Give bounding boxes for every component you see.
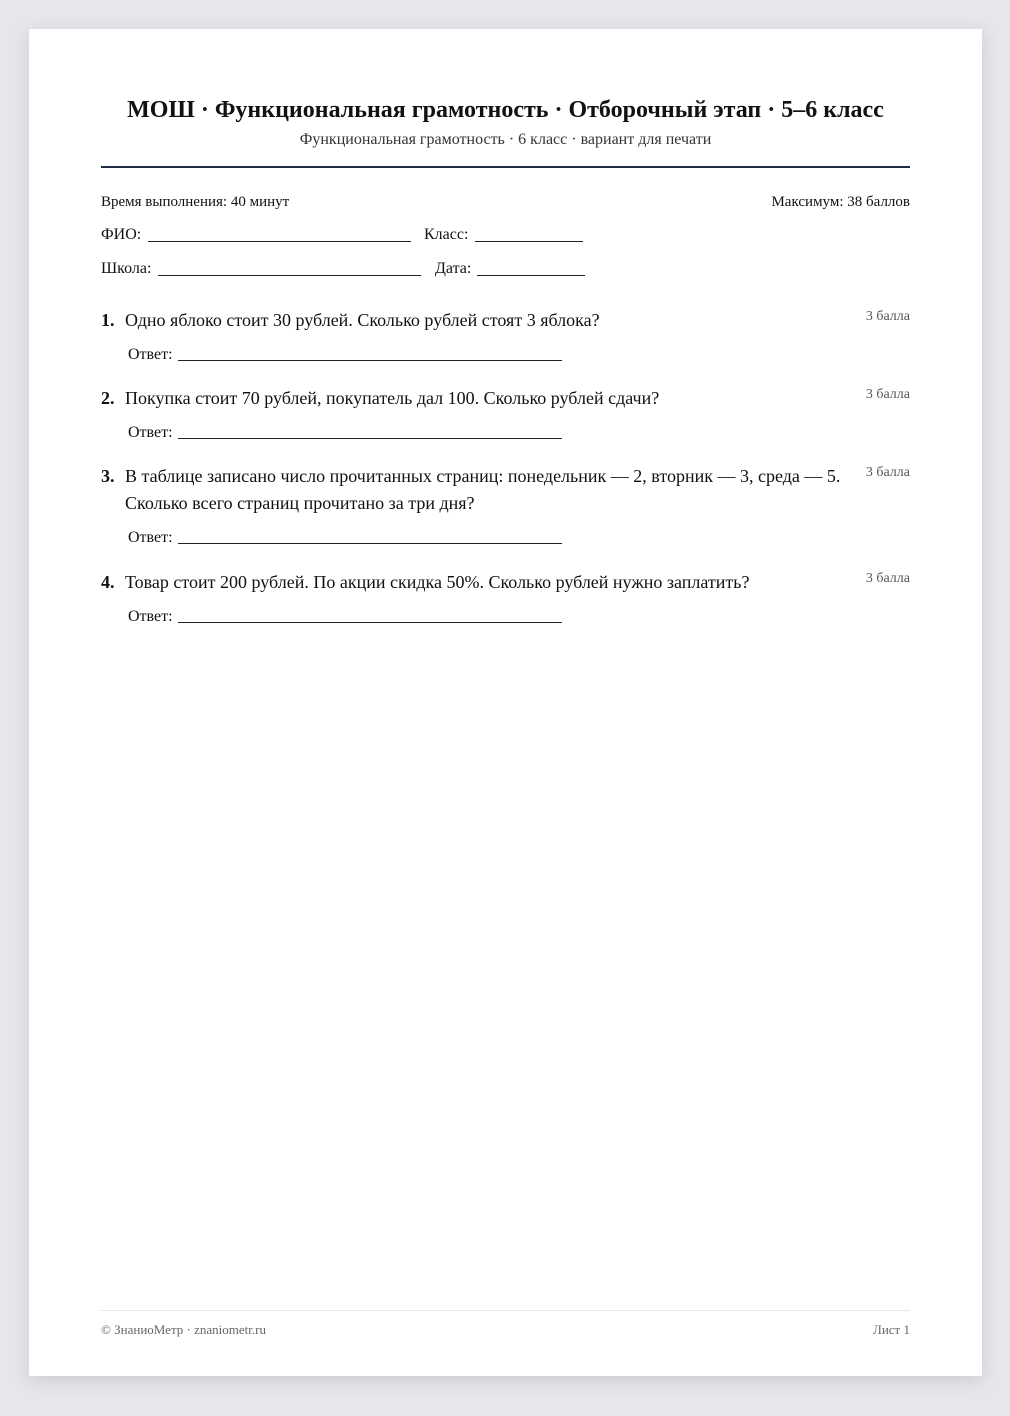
time-limit: Время выполнения: 40 минут [101, 194, 290, 210]
question-text: Одно яблоко стоит 30 рублей. Сколько рублей стоят 3 яблока? [125, 310, 600, 330]
answer-label: Ответ: [128, 608, 173, 625]
question-text: Товар стоит 200 рублей. По акции скидка 50%. Сколько рублей нужно заплатить? [125, 572, 750, 592]
question-text: В таблице записано число прочитанных страниц: понедельник — 2, вторник — 3, среда — 5. Сколько всего страниц прочитано за три дня? [125, 466, 841, 513]
question-points: 3 балла [865, 571, 910, 586]
page-subtitle: Функциональная грамотность · 6 класс · вариант для печати [299, 131, 712, 148]
worksheet-page [29, 29, 982, 1376]
question-points: 3 балла [865, 387, 910, 402]
answer-field[interactable] [178, 622, 562, 623]
footer-copyright: © ЗнаниоМетр · znaniometr.ru [101, 1322, 266, 1337]
question-number: 4. [101, 572, 115, 592]
footer-divider [101, 1310, 910, 1311]
question-text: Покупка стоит 70 рублей, покупатель дал 100. Сколько рублей сдачи? [125, 388, 660, 408]
name-field[interactable] [148, 241, 411, 242]
answer-label: Ответ: [128, 346, 173, 363]
header-divider [101, 166, 910, 168]
school-label: Школа: [101, 260, 152, 277]
question-points: 3 балла [865, 309, 910, 324]
answer-field[interactable] [178, 438, 562, 439]
school-date-row [101, 259, 910, 281]
class-field[interactable] [475, 241, 583, 242]
question-points: 3 балла [865, 465, 910, 480]
max-score: Максимум: 38 баллов [771, 194, 910, 210]
date-field[interactable] [477, 275, 585, 276]
name-label: ФИО: [101, 226, 142, 243]
date-label: Дата: [435, 260, 472, 277]
page-title: МОШ · Функциональная грамотность · Отборочный этап · 5–6 класс [127, 97, 884, 123]
sheet-number: Лист 1 [873, 1322, 910, 1337]
answer-label: Ответ: [128, 529, 173, 546]
question-number: 1. [101, 310, 115, 330]
answer-field[interactable] [178, 543, 562, 544]
question-number: 2. [101, 388, 115, 408]
class-label: Класс: [424, 226, 469, 243]
answer-label: Ответ: [128, 424, 173, 441]
school-field[interactable] [158, 275, 421, 276]
answer-field[interactable] [178, 360, 562, 361]
name-class-row [101, 225, 910, 247]
question-number: 3. [101, 466, 115, 486]
